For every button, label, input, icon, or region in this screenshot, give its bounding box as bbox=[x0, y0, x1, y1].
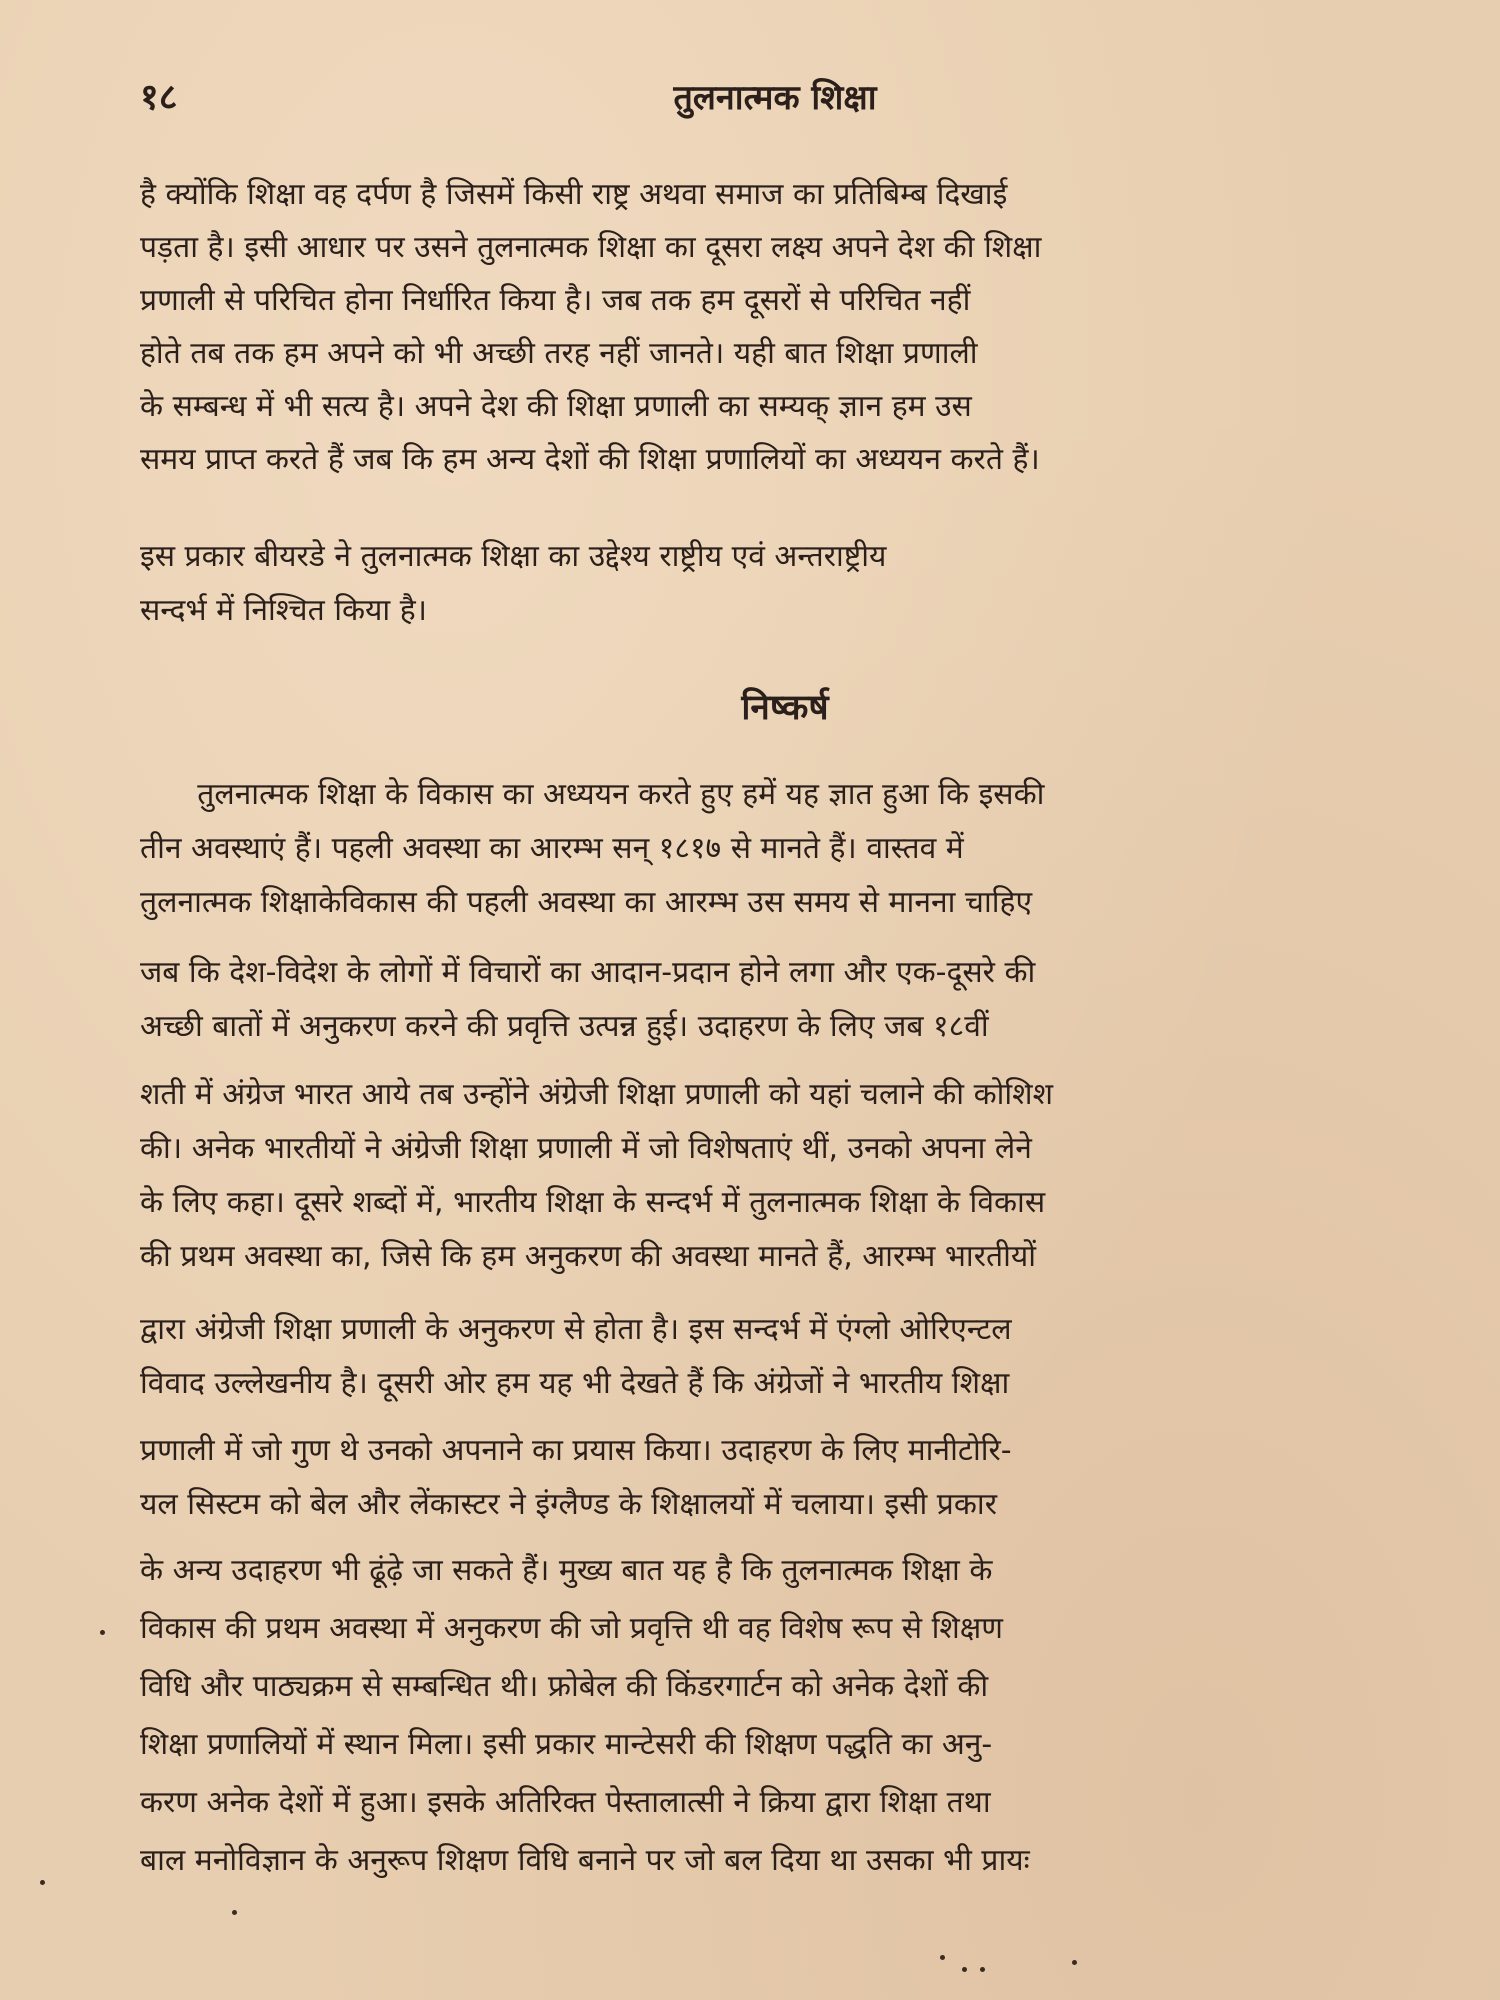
text-line: यल सिस्टम को बेल और लेंकास्टर ने इंग्लैण्ड के शिक्षालयों में चलाया। इसी प्रकार bbox=[140, 1487, 997, 1522]
text-line: द्वारा अंग्रेजी शिक्षा प्रणाली के अनुकरण से होता है। इस सन्दर्भ में एंग्लो ओरिएन्टल bbox=[140, 1312, 1012, 1347]
text-line: अच्छी बातों में अनुकरण करने की प्रवृत्ति उत्पन्न हुई। उदाहरण के लिए जब १८वीं bbox=[140, 1009, 989, 1044]
ink-speck bbox=[100, 1630, 105, 1635]
text-line: करण अनेक देशों में हुआ। इसके अतिरिक्त पेस्तालात्सी ने क्रिया द्वारा शिक्षा तथा bbox=[140, 1785, 991, 1820]
text-line: शिक्षा प्रणालियों में स्थान मिला। इसी प्रकार मान्टेसरी की शिक्षण पद्धति का अनु- bbox=[140, 1727, 993, 1762]
text-line: पड़ता है। इसी आधार पर उसने तुलनात्मक शिक्षा का दूसरा लक्ष्य अपने देश की शिक्षा bbox=[140, 230, 1042, 265]
text-line: की। अनेक भारतीयों ने अंग्रेजी शिक्षा प्रणाली में जो विशेषताएं थीं, उनको अपना लेने bbox=[140, 1131, 1032, 1166]
text-line: बाल मनोविज्ञान के अनुरूप शिक्षण विधि बनाने पर जो बल दिया था उसका भी प्रायः bbox=[140, 1843, 1030, 1878]
text-line: है क्योंकि शिक्षा वह दर्पण है जिसमें किसी राष्ट्र अथवा समाज का प्रतिबिम्ब दिखाई bbox=[140, 177, 1008, 212]
page-header bbox=[140, 68, 1370, 128]
text-line: शती में अंग्रेज भारत आये तब उन्होंने अंग्रेजी शिक्षा प्रणाली को यहां चलाने की कोशिश bbox=[140, 1077, 1053, 1112]
ink-speck bbox=[1072, 1960, 1077, 1965]
ink-speck bbox=[940, 1955, 945, 1960]
ink-speck bbox=[232, 1910, 237, 1915]
text-line: जब कि देश-विदेश के लोगों में विचारों का आदान-प्रदान होने लगा और एक-दूसरे की bbox=[140, 955, 1036, 990]
text-line: विधि और पाठ्यक्रम से सम्बन्धित थी। फ्रोबेल की किंडरगार्टन को अनेक देशों की bbox=[140, 1669, 989, 1704]
text-line: समय प्राप्त करते हैं जब कि हम अन्य देशों की शिक्षा प्रणालियों का अध्ययन करते हैं। bbox=[140, 442, 1040, 477]
page-number: १८ bbox=[140, 77, 178, 118]
text-line: विवाद उल्लेखनीय है। दूसरी ओर हम यह भी देखते हैं कि अंग्रेजों ने भारतीय शिक्षा bbox=[140, 1366, 1010, 1401]
ink-speck bbox=[980, 1967, 985, 1972]
text-line: प्रणाली में जो गुण थे उनको अपनाने का प्रयास किया। उदाहरण के लिए मानीटोरि- bbox=[140, 1433, 1012, 1468]
text-line: इस प्रकार बीयरडे ने तुलनात्मक शिक्षा का उद्देश्य राष्ट्रीय एवं अन्तराष्ट्रीय bbox=[140, 539, 887, 574]
text-line: होते तब तक हम अपने को भी अच्छी तरह नहीं जानते। यही बात शिक्षा प्रणाली bbox=[140, 336, 978, 371]
running-title: तुलनात्मक शिक्षा bbox=[673, 78, 877, 118]
text-line: के अन्य उदाहरण भी ढूंढ़े जा सकते हैं। मुख्य बात यह है कि तुलनात्मक शिक्षा के bbox=[140, 1553, 993, 1588]
text-line: तुलनात्मक शिक्षा के विकास का अध्ययन करते हुए हमें यह ज्ञात हुआ कि इसकी bbox=[140, 777, 1045, 812]
text-line: तीन अवस्थाएं हैं। पहली अवस्था का आरम्भ सन् १८१७ से मानते हैं। वास्तव में bbox=[140, 831, 964, 866]
section-heading: निष्कर्ष bbox=[741, 688, 829, 728]
text-line: की प्रथम अवस्था का, जिसे कि हम अनुकरण की अवस्था मानते हैं, आरम्भ भारतीयों bbox=[140, 1239, 1037, 1274]
text-line: के सम्बन्ध में भी सत्य है। अपने देश की शिक्षा प्रणाली का सम्यक् ज्ञान हम उस bbox=[140, 389, 972, 424]
text-line: प्रणाली से परिचित होना निर्धारित किया है। जब तक हम दूसरों से परिचित नहीं bbox=[140, 283, 971, 318]
text-line: के लिए कहा। दूसरे शब्दों में, भारतीय शिक्षा के सन्दर्भ में तुलनात्मक शिक्षा के विकास bbox=[140, 1185, 1046, 1220]
ink-speck bbox=[962, 1967, 967, 1972]
text-line: तुलनात्मक शिक्षाकेविकास की पहली अवस्था का आरम्भ उस समय से मानना चाहिए bbox=[140, 885, 1033, 920]
text-line: सन्दर्भ में निश्चित किया है। bbox=[140, 593, 428, 628]
ink-speck bbox=[40, 1880, 45, 1885]
text-line: विकास की प्रथम अवस्था में अनुकरण की जो प्रवृत्ति थी वह विशेष रूप से शिक्षण bbox=[140, 1611, 1003, 1646]
